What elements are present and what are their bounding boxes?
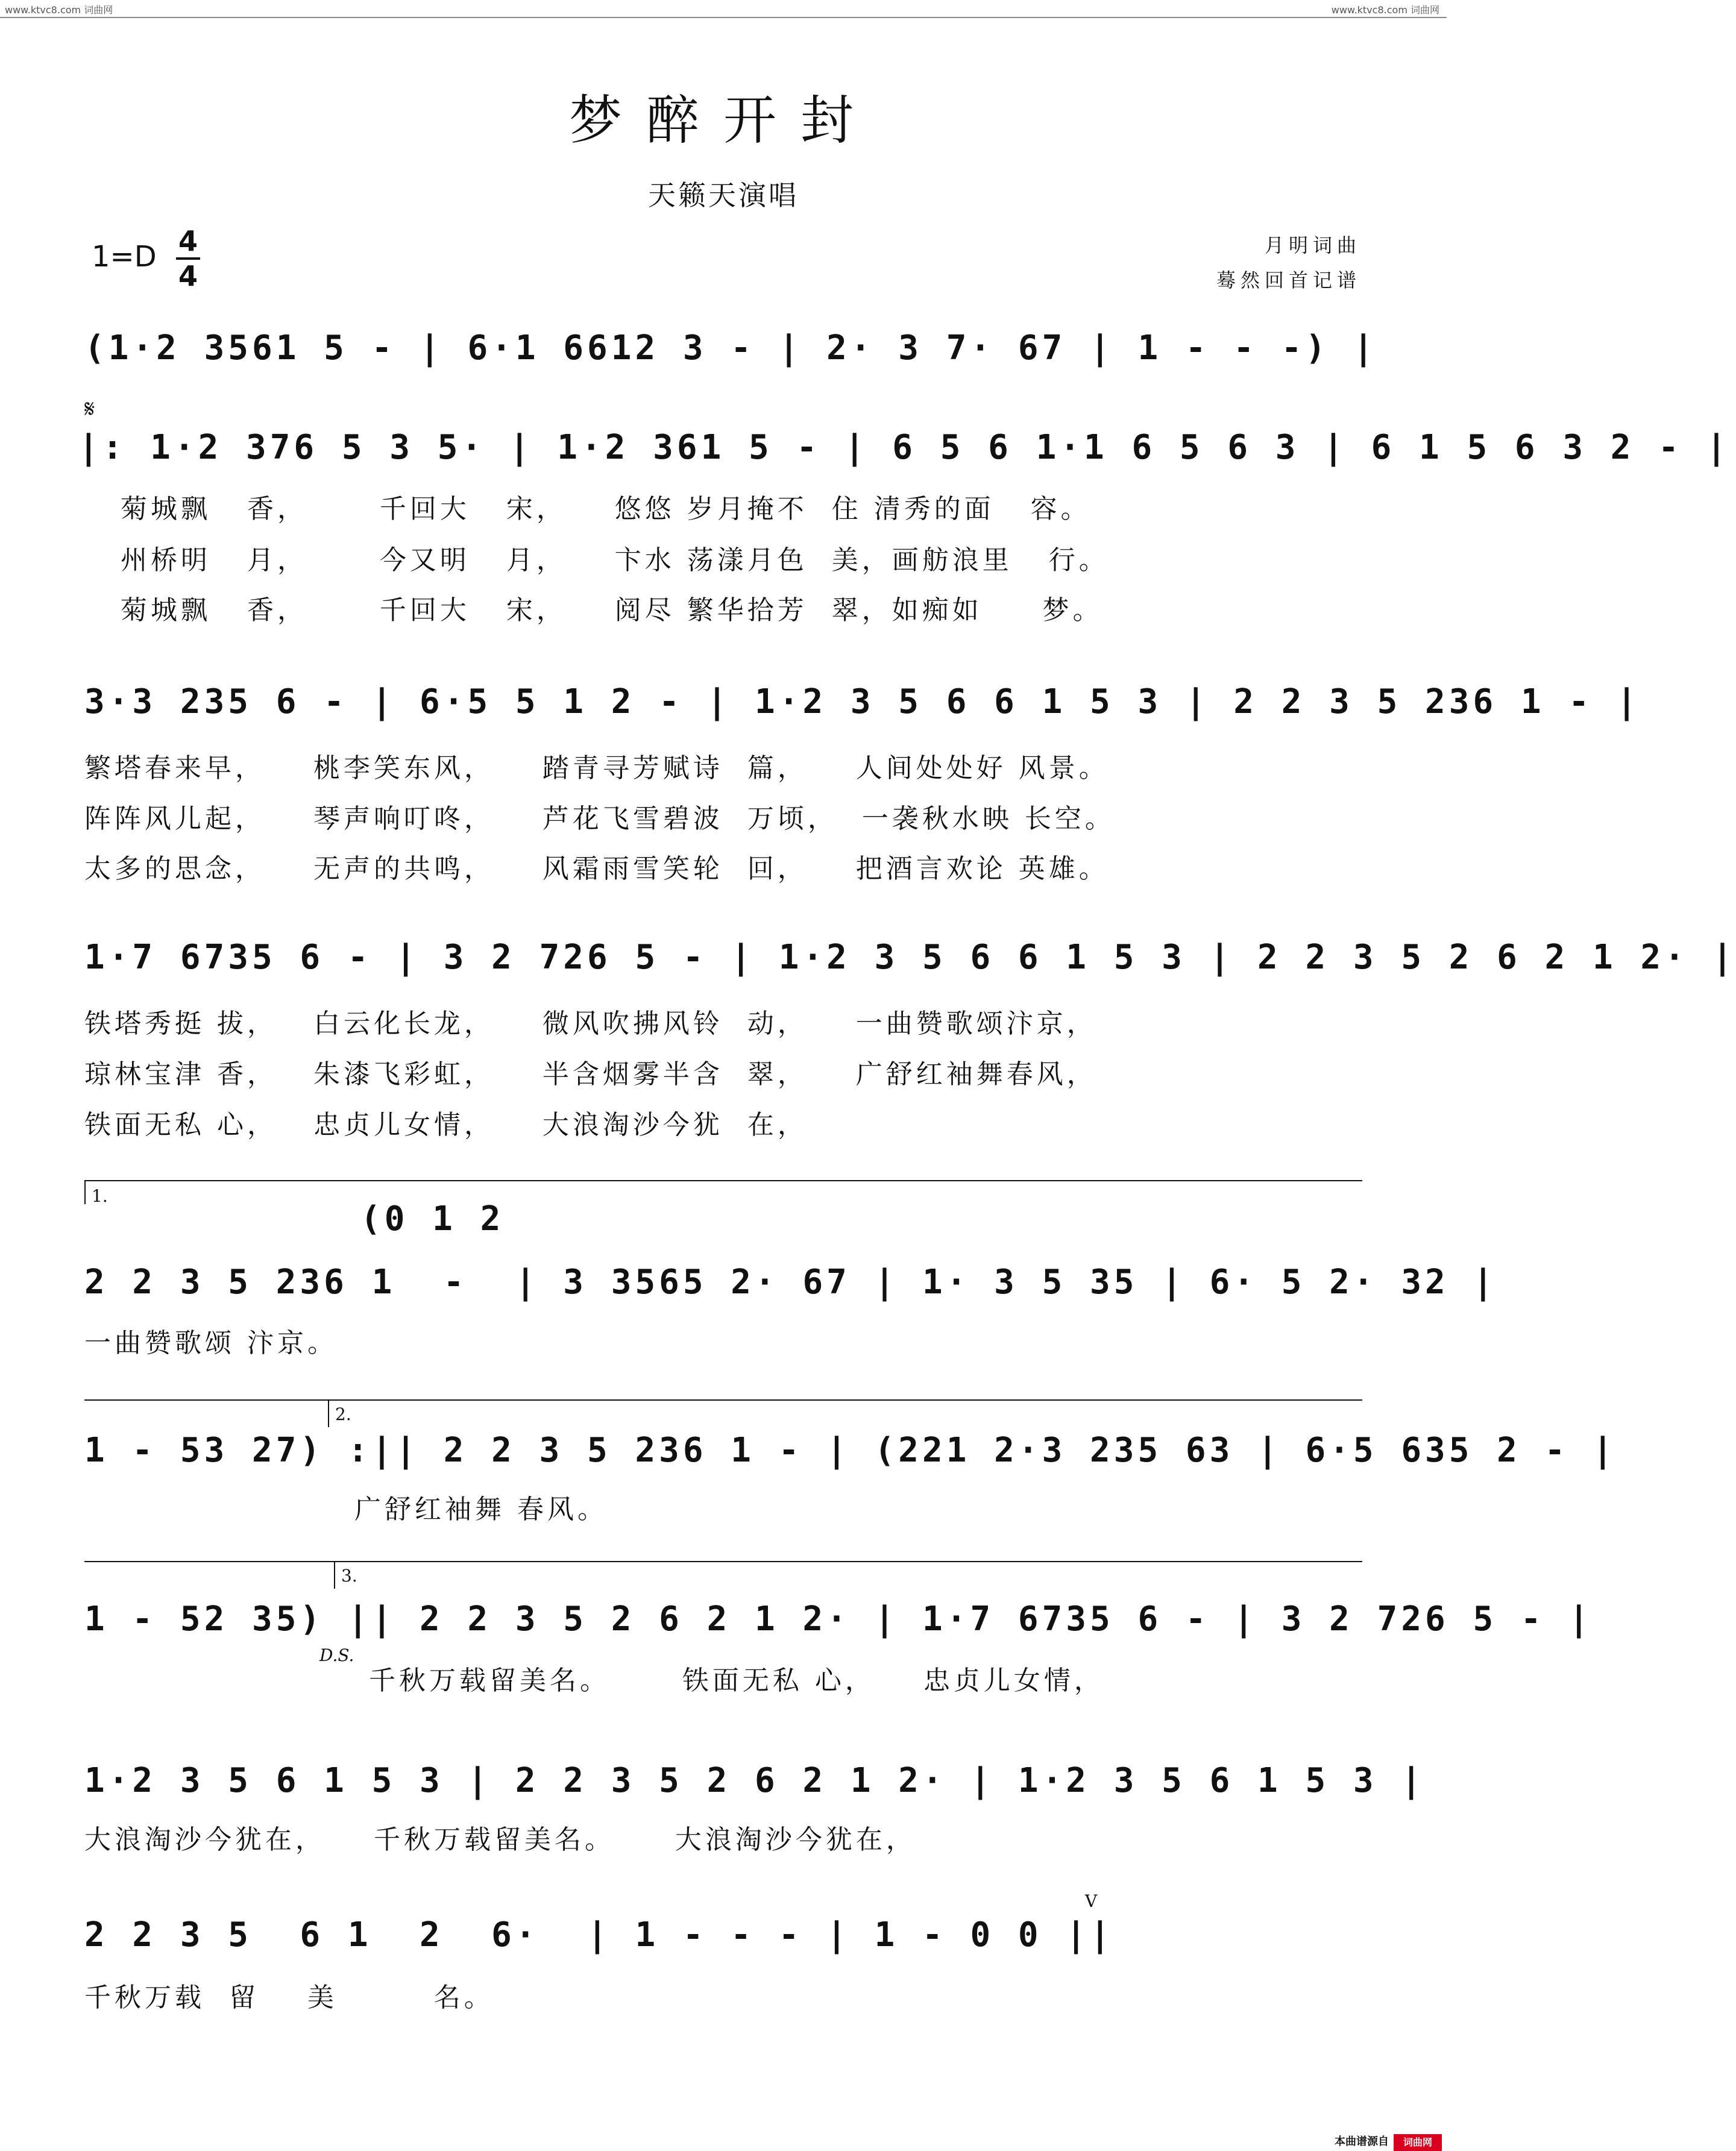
volta-1-label: 1. <box>92 1186 108 1206</box>
song-subtitle: 天籁天演唱 <box>648 179 799 212</box>
credit-composer: 月明词曲 <box>1264 234 1361 257</box>
intro-notes: (1·2 3561 5 - | 6·1 6612 3 - | 2· 3 7· 67 | 1 - - -) | <box>84 328 1377 368</box>
score-row-7-notes: 1·2 3 5 6 1 5 3 | 2 2 3 5 2 6 2 1 2· | 1·2 3 5 6 1 5 3 | <box>84 1761 1426 1800</box>
volta-2-label: 2. <box>335 1404 351 1424</box>
volta-1-bracket <box>84 1180 1362 1181</box>
header-source-right: www.ktvc8.com 词曲网 <box>1331 4 1439 16</box>
score-row-6-lyric-1: 千秋万载留美名。 铁面无私 心， 忠贞儿女情， <box>369 1665 1104 1696</box>
header-divider <box>0 17 1447 18</box>
meter-top: 4 <box>178 225 198 257</box>
segno-icon: 𝄋 <box>84 395 95 423</box>
volta-3-label: 3. <box>341 1566 357 1586</box>
pickup-notes: (0 1 2 <box>360 1199 505 1239</box>
time-signature <box>176 226 200 291</box>
score-row-2-lyric-1: 繁塔春来早， 桃李笑东风， 踏青寻芳赋诗 篇， 人间处处好 风景。 <box>84 753 1109 783</box>
staff-divider-row-5 <box>84 1399 1362 1401</box>
key-signature: 1=D <box>92 240 157 274</box>
footer-source: 本曲谱源自 <box>1335 2135 1389 2148</box>
score-row-2-notes: 3·3 235 6 - | 6·5 5 1 2 - | 1·2 3 5 6 6 1 5 3 | 2 2 3 5 236 1 - | <box>84 682 1641 721</box>
score-row-2-lyric-2: 阵阵风儿起， 琴声响叮咚， 芦花飞雪碧波 万顷， 一袭秋水映 长空。 <box>84 803 1115 834</box>
dal-segno-mark: D.S. <box>319 1645 354 1665</box>
score-row-1-lyric-1: 菊城飘 香， 千回大 宋， 悠悠 岁月掩不 住 清秀的面 容。 <box>121 494 1091 524</box>
credit-transcriber: 蓦然回首记谱 <box>1216 269 1361 292</box>
volta-1-bracket-side <box>84 1180 86 1204</box>
score-row-7-lyric-1: 大浪淘沙今犹在， 千秋万载留美名。 大浪淘沙今犹在， <box>84 1824 916 1855</box>
score-row-4-lyric-1: 一曲赞歌颂 汴京。 <box>84 1328 338 1358</box>
volta-3-bracket-side <box>334 1561 335 1589</box>
score-row-6-notes: 1 - 52 35) || 2 2 3 5 2 6 2 1 2· | 1·7 6735 6 - | 3 2 726 5 - | <box>84 1600 1593 1639</box>
score-row-1-lyric-3: 菊城飘 香， 千回大 宋， 阅尽 繁华拾芳 翠，如痴如 梦。 <box>121 595 1103 626</box>
score-row-3-lyric-2: 琼林宝津 香， 朱漆飞彩虹， 半含烟雾半含 翠， 广舒红袖舞春风， <box>84 1059 1097 1090</box>
score-row-3-notes: 1·7 6735 6 - | 3 2 726 5 - | 1·2 3 5 6 6 1 5 3 | 2 2 3 5 2 6 2 1 2· | <box>84 938 1736 977</box>
score-row-1-notes: |: 1·2 376 5 3 5· | 1·2 361 5 - | 6 5 6 1·1 6 5 6 3 | 6 1 5 6 3 2 - | <box>78 428 1731 467</box>
score-row-3-lyric-3: 铁面无私 心， 忠贞儿女情， 大浪淘沙今犹 在， <box>84 1110 808 1140</box>
score-row-2-lyric-3: 太多的思念， 无声的共鸣， 风霜雨雪笑轮 回， 把酒言欢论 英雄。 <box>84 853 1109 884</box>
header-source-left: www.ktvc8.com 词曲网 <box>5 4 113 16</box>
footer-logo: 词曲网 <box>1394 2134 1442 2151</box>
score-row-3-lyric-1: 铁塔秀挺 拔， 白云化长龙， 微风吹拂风铃 动， 一曲赞歌颂汴京， <box>84 1008 1097 1039</box>
score-row-5-lyric-1: 广舒红袖舞 春风。 <box>354 1494 608 1525</box>
credits <box>1216 228 1361 298</box>
score-row-8-lyric-1: 千秋万载 留 美 名。 <box>84 1982 494 2013</box>
score-row-8-notes: 2 2 3 5 6 1 2 6· | 1 - - - | 1 - 0 0 || <box>84 1915 1114 1955</box>
meter-bottom: 4 <box>178 260 198 292</box>
score-row-1-lyric-2: 州桥明 月， 今又明 月， 卞水 荡漾月色 美，画舫浪里 行。 <box>121 545 1109 576</box>
score-row-5-notes: 1 - 53 27) :|| 2 2 3 5 236 1 - | (221 2·3 235 63 | 6·5 635 2 - | <box>84 1431 1617 1470</box>
staff-divider-row-6 <box>84 1561 1362 1562</box>
score-row-4-notes: 2 2 3 5 236 1 - | 3 3565 2· 67 | 1· 3 5 35 | 6· 5 2· 32 | <box>84 1263 1497 1302</box>
breath-mark: V <box>1085 1891 1098 1911</box>
volta-2-bracket-side <box>328 1399 329 1427</box>
song-title: 梦醉开封 <box>568 89 878 151</box>
